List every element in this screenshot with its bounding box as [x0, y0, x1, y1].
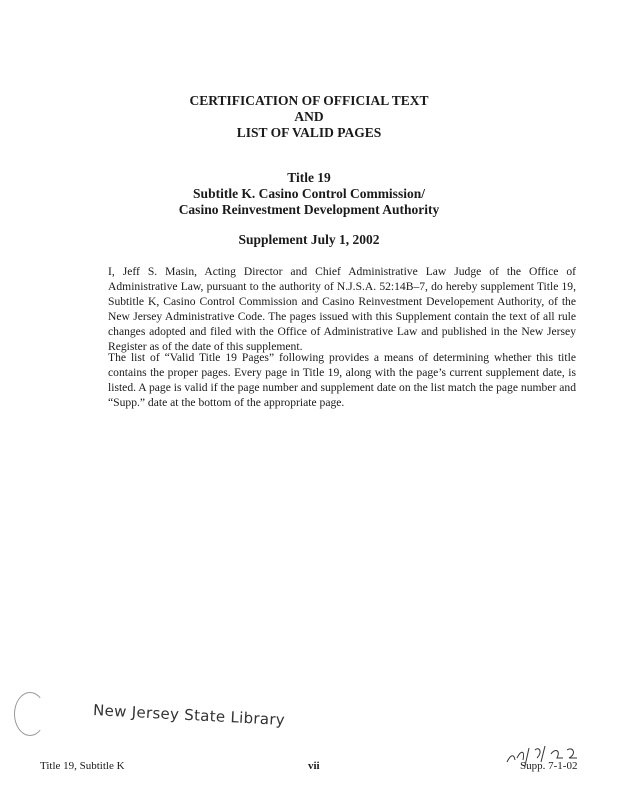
footer-supp-date: Supp. 7-1-02: [520, 760, 578, 772]
title-line-2: Subtitle K. Casino Control Commission/: [193, 186, 425, 201]
footer-title: Title 19, Subtitle K: [40, 760, 125, 772]
heading-line-2: AND: [294, 109, 324, 124]
heading-line-3: LIST OF VALID PAGES: [236, 125, 382, 140]
page-number: vii: [308, 760, 320, 772]
library-stamp: New Jersey State Library: [92, 700, 286, 730]
valid-pages-paragraph: The list of “Valid Title 19 Pages” following provides a means of determining whether this title contains the proper pages. Every page in Title 19, along with the page’s current supplement date, is listed. A page is valid if the page number and supplement date on the list match the page number and “Supp.” date at the bottom of the appropriate page.: [108, 351, 576, 409]
title-line-1: Title 19: [287, 170, 331, 185]
heading-line-1: CERTIFICATION OF OFFICIAL TEXT: [189, 93, 429, 108]
title-heading: [0, 170, 618, 218]
certification-paragraph: I, Jeff S. Masin, Acting Director and Chief Administrative Law Judge of the Office of Administrative Law, pursuant to the authority of N.J.S.A. 52:14B–7, do hereby supplement Title 19, Subtitle K, Casino Control Commission and Casino Reinvestment Developement Authority, of the New Jersey Administrative Code. The pages issued with this Supplement contain the text of all rule changes adopted and filed with the Office of Administrative Law and published in the New Jersey Register as of the date of this supplement.: [108, 265, 576, 353]
stamp-circle: [14, 692, 46, 736]
certification-heading: [0, 93, 618, 141]
supplement-date: Supplement July 1, 2002: [238, 232, 380, 247]
title-line-3: Casino Reinvestment Development Authority: [178, 202, 440, 217]
